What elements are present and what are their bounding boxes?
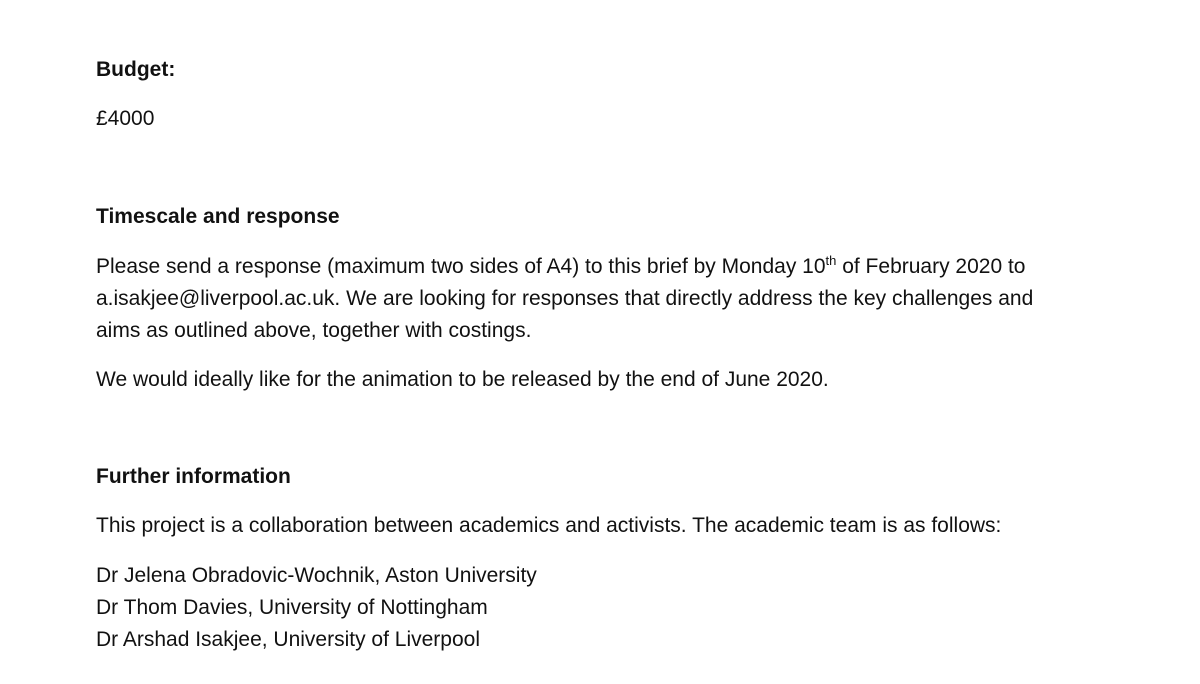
budget-heading: Budget: bbox=[96, 58, 176, 81]
timescale-paragraph-1 bbox=[96, 251, 1033, 347]
line1-after: of February 2020 to bbox=[836, 255, 1026, 278]
further-intro: This project is a collaboration between academics and activists. The academic team is as follows: bbox=[96, 514, 1002, 537]
ordinal-suffix: th bbox=[825, 253, 837, 268]
team-member: Dr Thom Davies, University of Nottingham bbox=[96, 596, 488, 619]
timescale-paragraph-2: We would ideally like for the animation to be released by the end of June 2020. bbox=[96, 368, 829, 391]
line1-before: Please send a response (maximum two sides of A4) to this brief by Monday 10 bbox=[96, 255, 826, 278]
team-member: Dr Arshad Isakjee, University of Liverpool bbox=[96, 628, 480, 651]
team-list bbox=[96, 560, 537, 656]
timescale-line-2: a.isakjee@liverpool.ac.uk. We are looking for responses that directly address the key challenges and bbox=[96, 287, 1034, 310]
timescale-line-1 bbox=[96, 251, 1033, 283]
budget-amount: £4000 bbox=[96, 107, 155, 130]
team-member: Dr Jelena Obradovic-Wochnik, Aston University bbox=[96, 564, 537, 587]
timescale-line-3: aims as outlined above, together with costings. bbox=[96, 319, 532, 342]
further-heading: Further information bbox=[96, 465, 291, 488]
timescale-heading: Timescale and response bbox=[96, 205, 340, 228]
